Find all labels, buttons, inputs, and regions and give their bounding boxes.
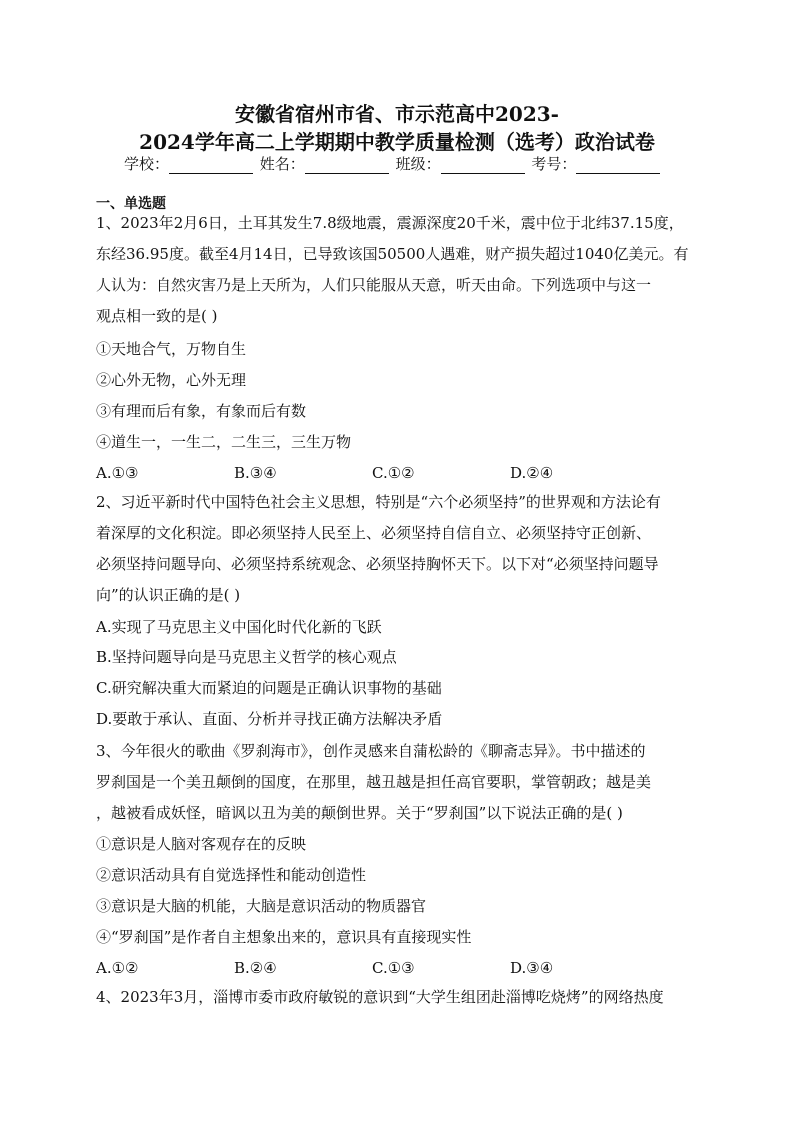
q3-option-b: B.②④	[234, 959, 277, 977]
q1-item: ①天地合气，万物自生	[96, 340, 247, 358]
q1-option-c: C.①②	[372, 464, 415, 482]
q1-item: ③有理而后有象，有象而后有数	[96, 402, 307, 420]
q1-option-b: B.③④	[234, 464, 277, 482]
school-blank	[169, 159, 253, 174]
q1-option-a: A.①③	[96, 464, 139, 482]
q2-option-b: B.坚持问题导向是马克思主义哲学的核心观点	[96, 648, 397, 666]
q2-option-d: D.要敢于承认、直面、分析并寻找正确方法解决矛盾	[96, 710, 443, 728]
q2-line: 2、习近平新时代中国特色社会主义思想，特别是“六个必须坚持”的世界观和方法论有	[96, 493, 661, 511]
q1-line: 1、2023年2月6日，土耳其发生7.8级地震，震源深度20千米，震中位于北纬37.15度，	[96, 214, 684, 232]
q3-line: 罗刹国是一个美丑颠倒的国度，在那里，越丑越是担任高官要职，掌管朝政；越是美	[96, 773, 652, 791]
q3-line: 3、今年很火的歌曲《罗刹海市》，创作灵感来自蒲松龄的《聊斋志异》。书中描述的	[96, 742, 646, 760]
class-label: 班级：	[395, 155, 441, 173]
q3-item: ④“罗刹国”是作者自主想象出来的，意识具有直接现实性	[96, 928, 472, 946]
class-blank	[441, 159, 525, 174]
q3-option-d: D.③④	[510, 959, 554, 977]
q3-option-c: C.①③	[372, 959, 415, 977]
q1-option-d: D.②④	[510, 464, 554, 482]
q3-option-a: A.①②	[96, 959, 139, 977]
q3-line: ，越被看成妖怪，暗讽以丑为美的颠倒世界。关于“罗刹国”以下说法正确的是( )	[96, 804, 623, 822]
exam-title-line2: 2024学年高二上学期期中教学质量检测（选考）政治试卷	[139, 130, 655, 154]
q1-item: ②心外无物，心外无理	[96, 371, 247, 389]
q2-line: 着深厚的文化积淀。即必须坚持人民至上、必须坚持自信自立、必须坚持守正创新、	[96, 524, 652, 542]
student-info-row	[124, 153, 662, 174]
name-label: 姓名：	[259, 155, 305, 173]
q3-item: ③意识是大脑的机能，大脑是意识活动的物质器官	[96, 897, 427, 915]
exam-title-line1: 安徽省宿州市省、市示范高中2023-	[235, 102, 559, 126]
q2-option-c: C.研究解决重大而紧迫的问题是正确认识事物的基础	[96, 679, 442, 697]
q3-item: ①意识是人脑对客观存在的反映	[96, 835, 307, 853]
q1-options	[96, 464, 696, 482]
section-title: 一、单选题	[96, 196, 166, 212]
q1-item: ④道生一，一生二，二生三，三生万物	[96, 433, 352, 451]
name-blank	[305, 159, 389, 174]
q1-line: 东经36.95度。截至4月14日，已导致该国50500人遇难，财产损失超过1040亿美元。有	[96, 245, 689, 263]
q2-line: 必须坚持问题导向、必须坚持系统观念、必须坚持胸怀天下。以下对“必须坚持问题导	[96, 555, 659, 573]
exam-number-blank	[576, 159, 660, 174]
exam-number-label: 考号：	[531, 155, 577, 173]
school-label: 学校：	[124, 155, 170, 173]
q2-option-a: A.实现了马克思主义中国化时代化新的飞跃	[96, 618, 382, 636]
q4-line: 4、2023年3月，淄博市委市政府敏锐的意识到“大学生组团赴淄博吃烧烤”的网络热度	[96, 988, 664, 1006]
q1-line: 人认为：自然灾害乃是上天所为，人们只能服从天意，听天由命。下列选项中与这一	[96, 276, 652, 294]
q2-line: 向”的认识正确的是( )	[96, 586, 241, 604]
q1-line: 观点相一致的是( )	[96, 307, 218, 325]
q3-item: ②意识活动具有自觉选择性和能动创造性	[96, 866, 367, 884]
q3-options	[96, 959, 696, 977]
